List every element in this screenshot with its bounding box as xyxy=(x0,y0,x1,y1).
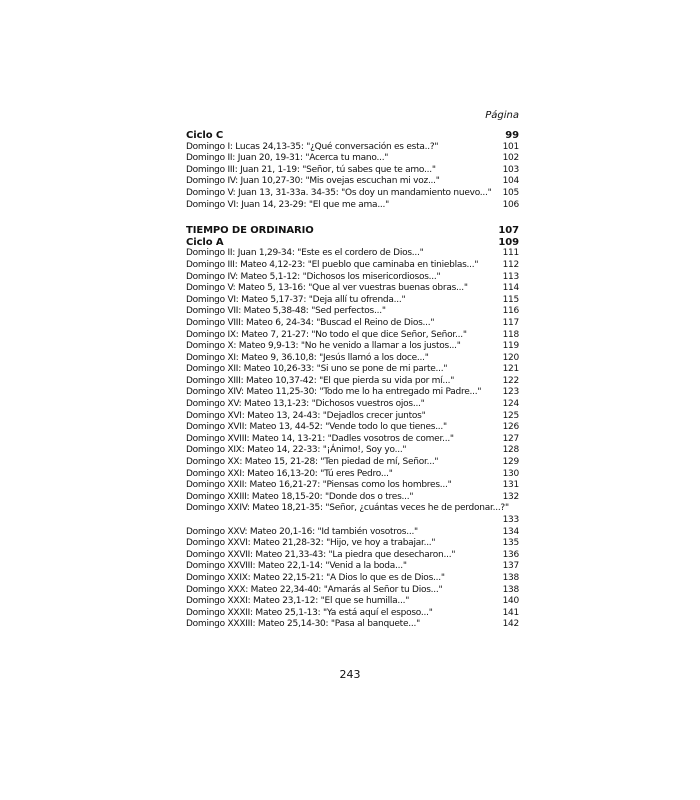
toc-entry-title: Domingo XXXIII: Mateo 25,14-30: "Pasa al banquete..." xyxy=(186,619,420,630)
toc-entry-title: Domingo XXI: Mateo 16,13-20: "Tú eres Pedro..." xyxy=(186,468,393,479)
toc-entry-page: 118 xyxy=(502,329,519,340)
toc-entry-page: 127 xyxy=(502,433,519,444)
toc-entry-page: 141 xyxy=(502,607,519,618)
toc-entry-page: 126 xyxy=(502,422,519,433)
toc-entry-page: 107 xyxy=(498,225,519,237)
toc-entry-page: 123 xyxy=(502,387,519,398)
toc-section-ciclo-c xyxy=(186,130,519,211)
toc-entry xyxy=(186,538,519,550)
toc-entry-title: Domingo XII: Mateo 10,26-33: "Si uno se pone de mi parte..." xyxy=(186,364,448,375)
toc-entry-page: 109 xyxy=(498,236,519,248)
toc-entry xyxy=(186,364,519,376)
toc-entry-title: Domingo IX: Mateo 7, 21-27: "No todo el que dice Señor, Señor..." xyxy=(186,329,467,340)
page-number: 243 xyxy=(339,668,361,681)
toc-entry-title: Domingo I: Lucas 24,13-35: "¿Qué conversación es esta..?" xyxy=(186,141,439,152)
toc-entry-title: Domingo XXV: Mateo 20,1-16: "Id también vosotros..." xyxy=(186,526,418,537)
toc-entry-title: Domingo XXXI: Mateo 23,1-12: "El que se humilla..." xyxy=(186,596,410,607)
toc-entry-title: Domingo XXVIII: Mateo 22,1-14: "Venid a la boda..." xyxy=(186,561,407,572)
toc-entry xyxy=(186,480,519,492)
toc-entry-title: Domingo VII: Mateo 5,38-48: "Sed perfectos..." xyxy=(186,306,386,317)
toc-entry xyxy=(186,608,519,620)
toc-entry-page: 106 xyxy=(502,199,519,210)
toc-entry-page: 119 xyxy=(502,341,519,352)
toc-entry-page: 142 xyxy=(502,619,519,630)
toc-entry xyxy=(186,353,519,365)
toc-entry-title: Ciclo C xyxy=(186,130,224,141)
toc-entry-page: 117 xyxy=(502,317,519,328)
toc-entry-title: Ciclo A xyxy=(186,236,224,248)
toc-entry-title: Domingo XXVII: Mateo 21,33-43: "La piedra que desecharon..." xyxy=(186,549,456,560)
toc-entry-page: 103 xyxy=(502,164,519,175)
toc-entry xyxy=(186,376,519,388)
toc-entry-page: 116 xyxy=(502,306,519,317)
toc-entry xyxy=(186,434,519,446)
toc-entry-page: 112 xyxy=(502,259,519,270)
toc-entry-title: Domingo II: Juan 1,29-34: "Este es el cordero de Dios..." xyxy=(186,248,424,259)
toc-entry xyxy=(186,457,519,469)
toc-entry-page: 125 xyxy=(502,410,519,421)
toc-entry xyxy=(186,341,519,353)
toc-entry xyxy=(186,248,519,260)
toc-entry-title: Domingo XXII: Mateo 16,21-27: "Piensas como los hombres..." xyxy=(186,480,452,491)
toc-entry-title: Domingo II: Juan 20, 19-31: "Acerca tu mano..." xyxy=(186,153,389,164)
toc-entry-title: Domingo XXIV: Mateo 18,21-35: "Señor, ¿cuántas veces he de perdonar...?" xyxy=(186,503,509,514)
toc-entry-page: 111 xyxy=(502,248,519,259)
toc-entry-page: 133 xyxy=(502,515,519,525)
toc-entry xyxy=(186,306,519,318)
toc-entry-title: Domingo XX: Mateo 15, 21-28: "Ten piedad de mí, Señor..." xyxy=(186,457,439,468)
toc-entry xyxy=(186,387,519,399)
toc-entry-page: 101 xyxy=(502,141,519,152)
toc-entry-page: 115 xyxy=(502,294,519,305)
toc-entry-title: Domingo XVII: Mateo 13, 44-52: "Vende todo lo que tienes..." xyxy=(186,422,447,433)
toc-entry-title: Domingo XXIII: Mateo 18,15-20: "Donde dos o tres..." xyxy=(186,491,414,502)
toc-entry xyxy=(186,200,519,212)
toc-entry xyxy=(186,573,519,585)
toc-entry-page: 122 xyxy=(502,375,519,386)
toc-entry-page: 99 xyxy=(505,130,519,141)
toc-entry xyxy=(186,399,519,411)
toc-entry xyxy=(186,550,519,562)
toc-entry xyxy=(186,260,519,272)
toc-entry-title: Domingo III: Juan 21, 1-19: "Señor, tú sabes que te amo..." xyxy=(186,164,436,175)
toc-entry xyxy=(186,272,519,284)
toc-entry xyxy=(186,142,519,154)
toc-entry-page: 104 xyxy=(502,176,519,187)
toc-entry-title: Domingo XIII: Mateo 10,37-42: "El que pierda su vida por mí..." xyxy=(186,375,455,386)
toc-entry-title: Domingo VI: Juan 14, 23-29: "El que me ama..." xyxy=(186,199,390,210)
toc-entry-title: Domingo XV: Mateo 13,1-23: "Dichosos vuestros ojos..." xyxy=(186,399,425,410)
toc-entry-page: 124 xyxy=(502,399,519,410)
toc-entry-title: Domingo V: Juan 13, 31-33a. 34-35: "Os doy un mandamiento nuevo..." xyxy=(186,187,492,198)
toc-entry xyxy=(186,295,519,307)
toc-entry xyxy=(186,585,519,597)
toc-entry-title: Domingo XIV: Mateo 11,25-30: "Todo me lo ha entregado mi Padre..." xyxy=(186,387,482,398)
toc-entry-title: Domingo X: Mateo 9,9-13: "No he venido a llamar a los justos..." xyxy=(186,341,461,352)
toc-entry-page: 134 xyxy=(502,526,519,537)
toc-entry-title: Domingo XXVI: Mateo 21,28-32: "Hijo, ve hoy a trabajar..." xyxy=(186,538,436,549)
toc-entry-title: Domingo XI: Mateo 9, 36.10,8: "Jesús llamó a los doce..." xyxy=(186,352,429,363)
toc-entry-page: 129 xyxy=(502,457,519,468)
toc-entry-page: 128 xyxy=(502,445,519,456)
toc-entry xyxy=(186,619,519,631)
toc-entry xyxy=(186,330,519,342)
toc-entry-page: 130 xyxy=(502,468,519,479)
toc-entry-title: Domingo XVIII: Mateo 14, 13-21: "Dadles vosotros de comer..." xyxy=(186,433,454,444)
toc-entry xyxy=(186,153,519,165)
toc-entry-title: Domingo XIX: Mateo 14, 22-33: "¡Ánimo!, Soy yo..." xyxy=(186,445,407,456)
toc-entry xyxy=(186,503,519,526)
toc-entry-title: Domingo V: Mateo 5, 13-16: "Que al ver vuestras buenas obras..." xyxy=(186,283,468,294)
toc-entry-page: 140 xyxy=(502,596,519,607)
toc-entry-page: 114 xyxy=(502,283,519,294)
toc-entry xyxy=(186,283,519,295)
toc-entry-title: Domingo IV: Juan 10,27-30: "Mis ovejas escuchan mi voz..." xyxy=(186,176,440,187)
toc-entry-title: TIEMPO DE ORDINARIO xyxy=(186,225,314,237)
toc-entry xyxy=(186,318,519,330)
toc-entry-page: 105 xyxy=(502,187,519,198)
toc-entry xyxy=(186,165,519,177)
toc-entry-title: Domingo XXXII: Mateo 25,1-13: "Ya está aquí el esposo..." xyxy=(186,607,433,618)
toc-entry xyxy=(186,469,519,481)
toc-entry-title: Domingo XXX: Mateo 22,34-40: "Amarás al Señor tu Dios..." xyxy=(186,584,443,595)
toc-entry-title: Domingo VIII: Mateo 6, 24-34: "Buscad el Reino de Dios..." xyxy=(186,317,435,328)
toc-entry-page: 132 xyxy=(502,491,519,502)
toc-entry-title: Domingo XXIX: Mateo 22,15-21: "A Dios lo que es de Dios..." xyxy=(186,572,445,583)
toc-entry xyxy=(186,445,519,457)
toc-entry-page: 113 xyxy=(502,271,519,282)
toc-entry-title: Domingo XVI: Mateo 13, 24-43: "Dejadlos crecer juntos" xyxy=(186,410,426,421)
toc-heading xyxy=(186,130,519,142)
toc-entry-title: Domingo VI: Mateo 5,17-37: "Deja allí tu ofrenda..." xyxy=(186,294,406,305)
toc-entry xyxy=(186,527,519,539)
toc-entry-page: 102 xyxy=(502,153,519,164)
toc-entry xyxy=(186,188,519,200)
toc-section-tiempo-ordinario xyxy=(186,225,519,631)
toc-entry-page: 121 xyxy=(502,364,519,375)
toc-entry-page: 136 xyxy=(502,549,519,560)
toc-entry-page: 135 xyxy=(502,538,519,549)
toc-entry xyxy=(186,596,519,608)
toc-entry xyxy=(186,422,519,434)
toc-entry-page: 137 xyxy=(502,561,519,572)
toc-entry xyxy=(186,561,519,573)
toc-entry xyxy=(186,492,519,504)
toc-entry-page: 131 xyxy=(502,480,519,491)
toc-entry-page: 138 xyxy=(502,584,519,595)
toc-entry-page: 138 xyxy=(502,572,519,583)
toc-entry xyxy=(186,411,519,423)
page-column-label: Página xyxy=(485,110,519,121)
toc-heading xyxy=(186,237,519,249)
toc-entry-title: Domingo III: Mateo 4,12-23: "El pueblo que caminaba en tinieblas..." xyxy=(186,259,479,270)
table-of-contents xyxy=(186,130,519,631)
toc-entry-title: Domingo IV: Mateo 5,1-12: "Dichosos los misericordiosos..." xyxy=(186,271,441,282)
toc-entry xyxy=(186,176,519,188)
toc-heading xyxy=(186,225,519,237)
toc-entry-page: 120 xyxy=(502,352,519,363)
